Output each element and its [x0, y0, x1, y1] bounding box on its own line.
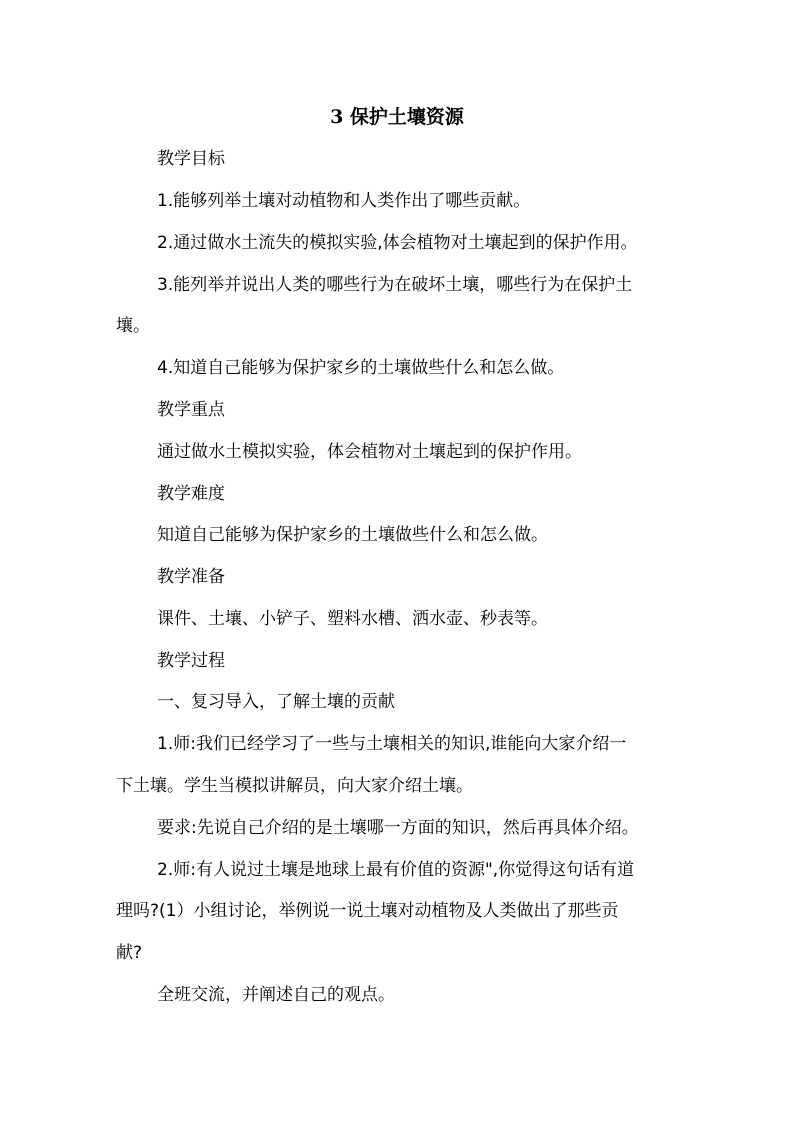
document-title: 3 保护土壤资源	[330, 106, 464, 128]
goal-2: 2.通过做水土流失的模拟实验,体会植物对土壤起到的保护作用。	[157, 233, 638, 253]
goal-3-continued: 壤。	[116, 316, 150, 336]
goal-1: 1.能够列举土壤对动植物和人类作出了哪些贡献。	[157, 191, 531, 211]
paragraph-2-end: 献?	[116, 943, 143, 963]
paragraph-2: 2.师:有人说过土壤是地球上最有价值的资源",你觉得这句话有道	[157, 860, 635, 880]
paragraph-1: 1.师:我们已经学习了一些与土壤相关的知识,谁能向大家介绍一	[157, 734, 627, 754]
heading-difficulty: 教学难度	[157, 484, 225, 504]
goal-3: 3.能列举并说出人类的哪些行为在破坏土壤，哪些行为在保护土	[157, 275, 633, 295]
preparation-text: 课件、土壤、小铲子、塑料水槽、洒水壶、秒表等。	[157, 609, 548, 629]
paragraph-1-continued: 下土壤。学生当模拟讲解员，向大家介绍土壤。	[116, 776, 473, 796]
goal-4: 4.知道自己能够为保护家乡的土壤做些什么和怎么做。	[157, 358, 565, 378]
heading-preparation: 教学准备	[157, 567, 225, 587]
difficulty-text: 知道自己能够为保护家乡的土壤做些什么和怎么做。	[157, 525, 548, 545]
heading-key-points: 教学重点	[157, 400, 225, 420]
section-1-heading: 一、复习导入，了解土壤的贡献	[157, 692, 395, 712]
heading-process: 教学过程	[157, 651, 225, 671]
requirement-text: 要求:先说自己介绍的是土壤哪一方面的知识，然后再具体介绍。	[157, 818, 639, 838]
paragraph-2-continued: 理吗?(1）小组讨论，举例说一说土壤对动植物及人类做出了那些贡	[116, 901, 619, 921]
key-points-text: 通过做水土模拟实验，体会植物对土壤起到的保护作用。	[157, 442, 582, 462]
heading-teaching-goals: 教学目标	[157, 149, 225, 169]
class-discussion-text: 全班交流，并阐述自己的观点。	[157, 985, 395, 1005]
